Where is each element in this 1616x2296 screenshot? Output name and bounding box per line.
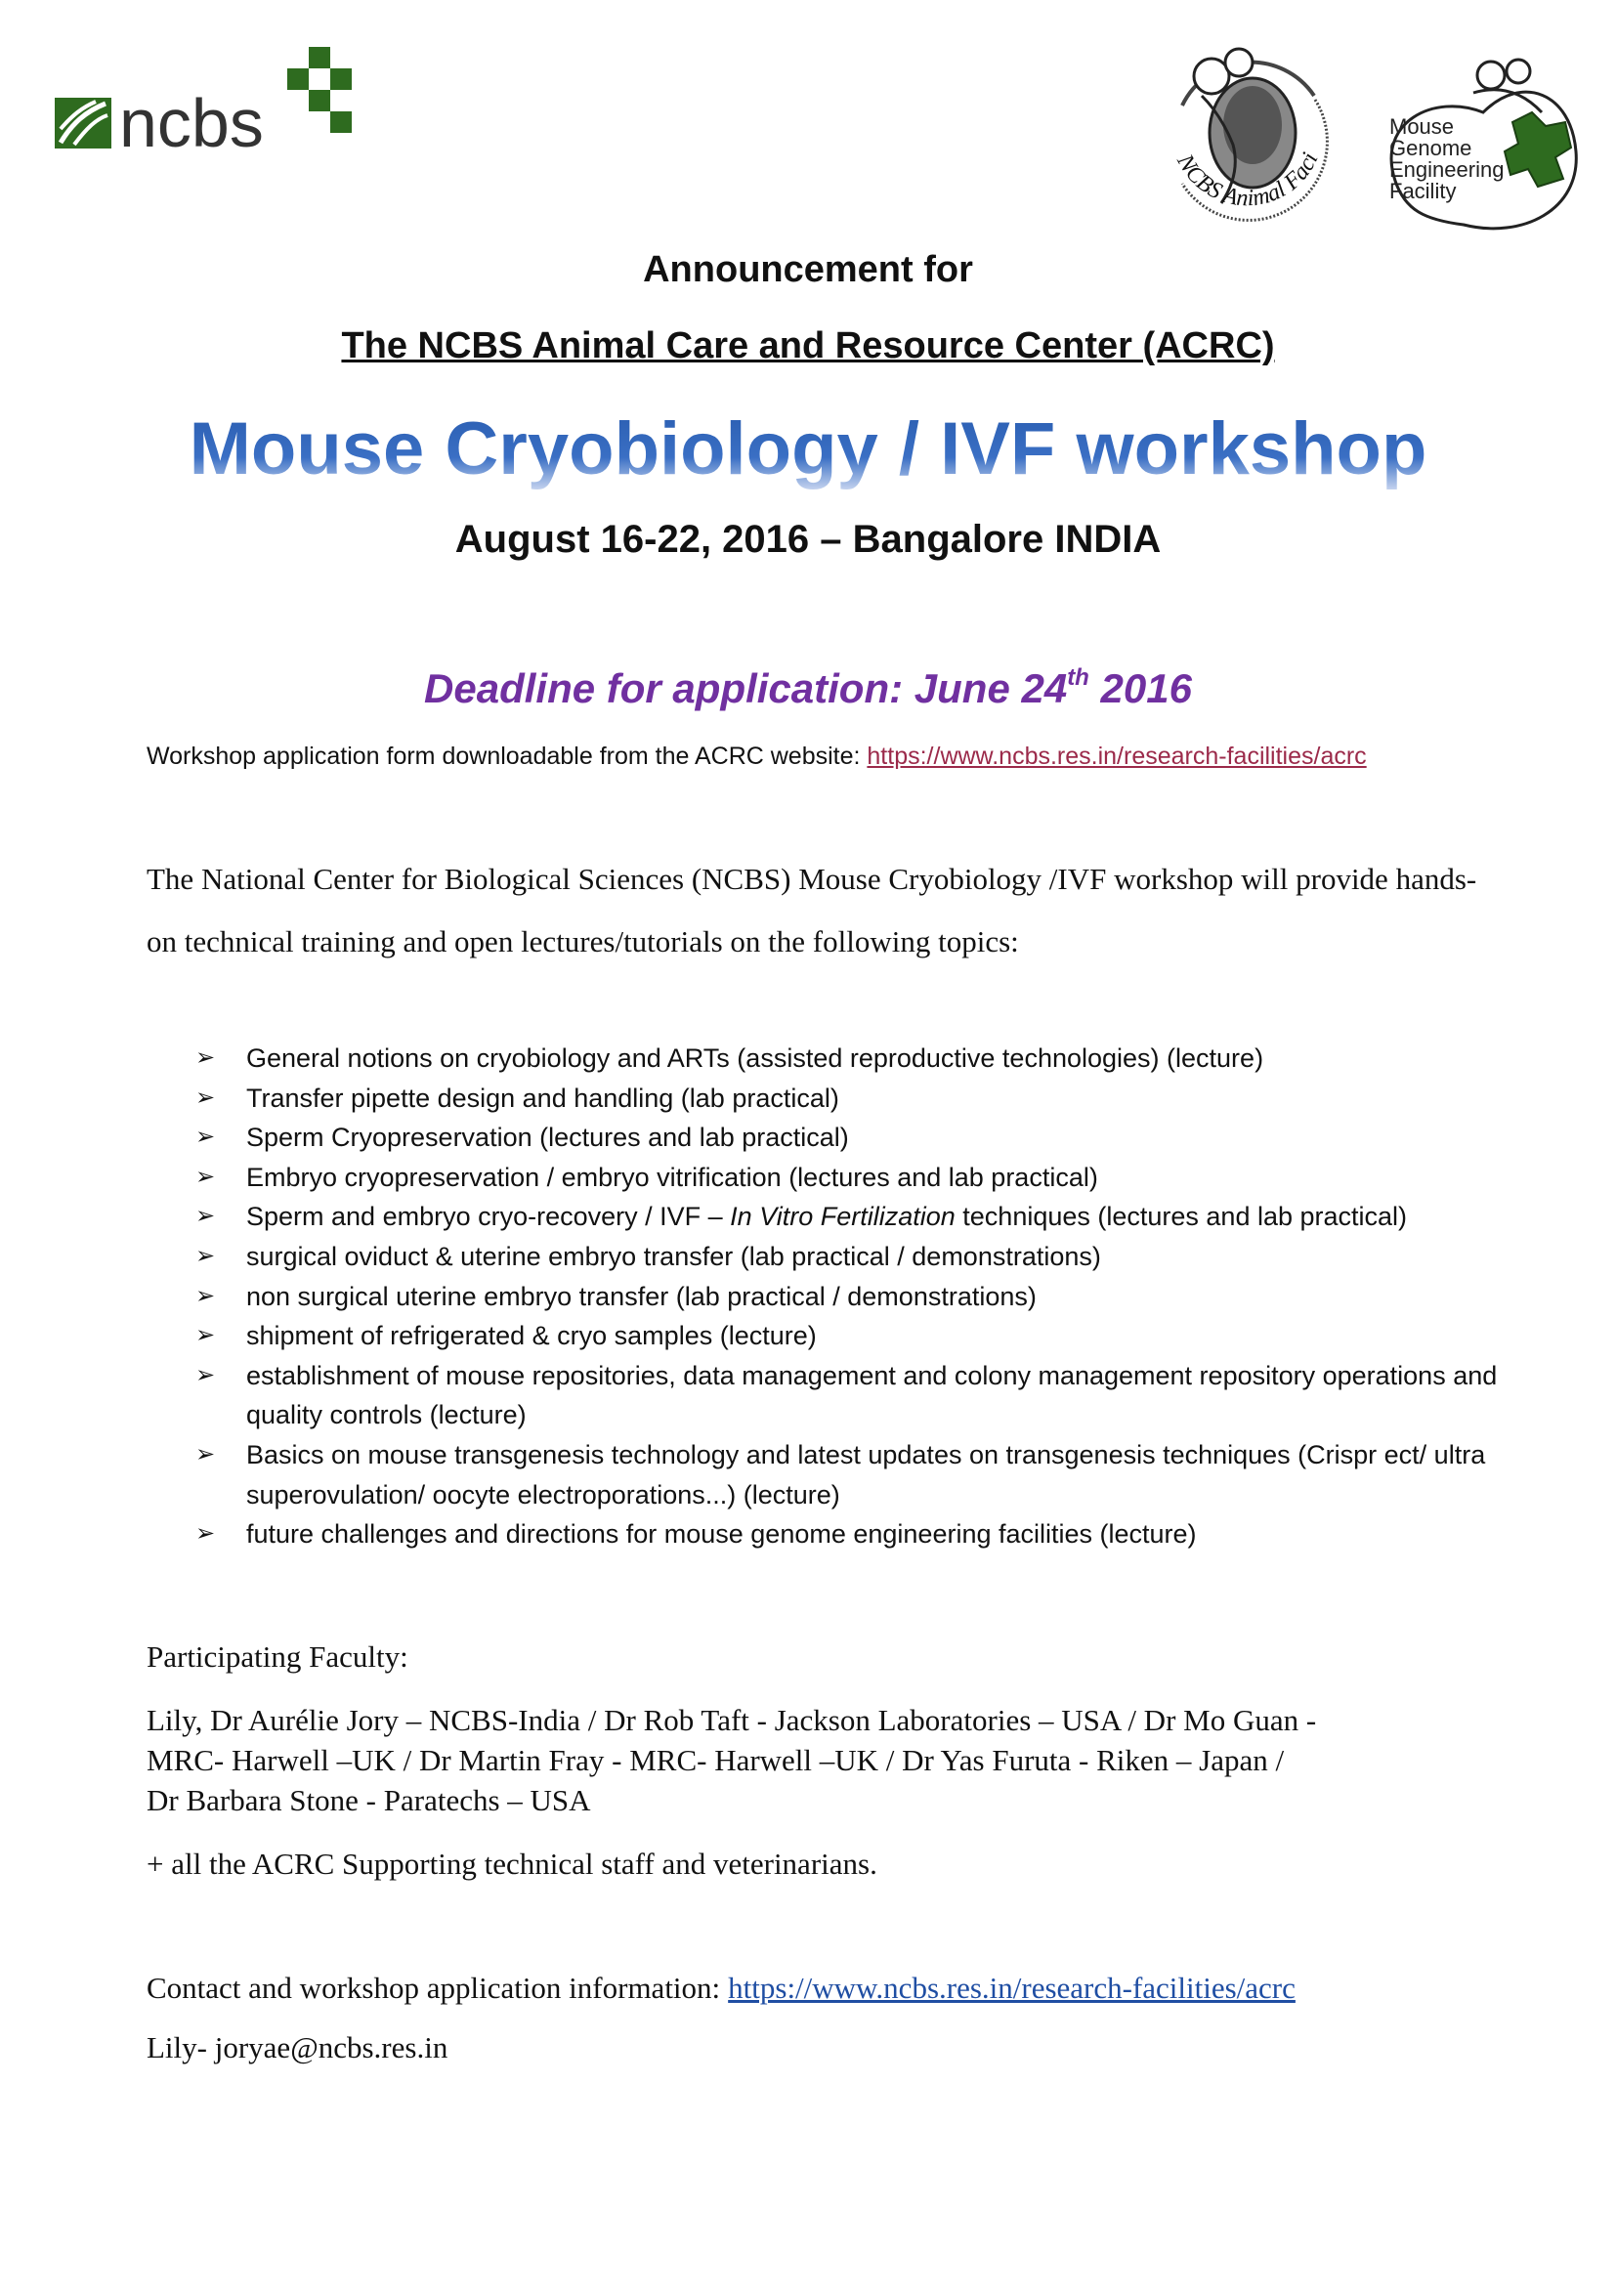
topic-text: General notions on cryobiology and ARTs (assisted reproductive technologies) (lecture)	[246, 1043, 1264, 1073]
topic-item	[195, 1158, 1544, 1198]
workshop-title-text: Mouse Cryobiology / IVF workshop	[189, 407, 1427, 490]
staff-line: + all the ACRC Supporting technical staff and veterinarians.	[147, 1847, 877, 1881]
mgef-logo-line: Genome	[1389, 136, 1472, 160]
topic-item	[195, 1514, 1544, 1554]
bullet-arrow-icon: ➢	[195, 1163, 216, 1190]
workshop-title	[0, 401, 1616, 508]
bullet-arrow-icon: ➢	[195, 1242, 216, 1269]
bullet-arrow-icon: ➢	[195, 1203, 216, 1230]
topic-text: surgical oviduct & uterine embryo transfer (lab practical / demonstrations)	[246, 1241, 1101, 1271]
mgef-logo-line: Mouse	[1389, 114, 1455, 139]
mgef-logo-line: Facility	[1389, 179, 1457, 203]
animal-facility-logo	[1143, 27, 1348, 242]
topic-item	[195, 1356, 1544, 1435]
topic-text: Sperm Cryopreservation (lectures and lab practical)	[246, 1123, 849, 1153]
topic-text: Basics on mouse transgenesis technology and latest updates on transgenesis techniques (Crispr ect/ ultra superovulation/ oocyte electroporations...) (lecture)	[246, 1439, 1486, 1509]
animal-facility-logo-text: NCBS Animal Faci	[1171, 149, 1324, 212]
faculty-list	[147, 1700, 1514, 1820]
workshop-dates: August 16-22, 2016 – Bangalore INDIA	[454, 518, 1162, 561]
bullet-arrow-icon: ➢	[195, 1084, 216, 1111]
faculty-line: Lily, Dr Aurélie Jory – NCBS-India / Dr Rob Taft - Jackson Laboratories – USA / Dr Mo Guan -	[147, 1703, 1317, 1737]
center-name-text: The NCBS Animal Care and Resource Center (ACRC)	[341, 325, 1275, 366]
acrc-website-link[interactable]: https://www.ncbs.res.in/research-facilities/acrc	[867, 743, 1367, 770]
application-form-line	[147, 743, 1367, 771]
contact-line	[147, 1971, 1296, 2006]
topic-text: future challenges and directions for mouse genome engineering facilities (lecture)	[246, 1519, 1197, 1550]
mgef-logo	[1376, 54, 1595, 239]
topic-item	[195, 1237, 1544, 1277]
topics-list	[195, 1039, 1544, 1554]
topic-text: Transfer pipette design and handling (lab practical)	[246, 1083, 839, 1113]
intro-paragraph: The National Center for Biological Sciences (NCBS) Mouse Cryobiology /IVF workshop will provide hands-on technical training and open lectures/tutorials on the following topics:	[147, 862, 1477, 958]
ncbs-logo	[47, 47, 379, 164]
ncbs-logo-text: ncbs	[119, 85, 264, 161]
bullet-arrow-icon: ➢	[195, 1124, 216, 1151]
mgef-logo-line: Engineering	[1389, 157, 1505, 182]
topic-text-after: techniques (lectures and lab practical)	[955, 1202, 1408, 1232]
deadline-superscript: th	[1067, 664, 1089, 691]
faculty-heading: Participating Faculty:	[147, 1639, 408, 1674]
announcement-heading: Announcement for	[643, 249, 973, 290]
faculty-line: MRC- Harwell –UK / Dr Martin Fray - MRC- Harwell –UK / Dr Yas Furuta - Riken – Japan /	[147, 1743, 1285, 1777]
topic-text: Sperm and embryo cryo-recovery / IVF –	[246, 1202, 731, 1232]
topic-item	[195, 1316, 1544, 1356]
bullet-arrow-icon: ➢	[195, 1044, 216, 1071]
topic-item	[195, 1435, 1544, 1514]
topic-item	[195, 1039, 1544, 1079]
bullet-arrow-icon: ➢	[195, 1520, 216, 1548]
topic-item	[195, 1118, 1544, 1158]
bullet-arrow-icon: ➢	[195, 1322, 216, 1349]
topic-text: shipment of refrigerated & cryo samples (lecture)	[246, 1321, 817, 1351]
bullet-arrow-icon: ➢	[195, 1440, 216, 1467]
application-form-text: Workshop application form downloadable from the ACRC website:	[147, 743, 868, 770]
topic-text: Embryo cryopreservation / embryo vitrification (lectures and lab practical)	[246, 1162, 1098, 1192]
bullet-arrow-icon: ➢	[195, 1282, 216, 1309]
topic-item	[195, 1277, 1544, 1317]
topic-emphasis: In Vitro Fertilization	[730, 1202, 956, 1232]
deadline-prefix: Deadline for application: June 24	[424, 665, 1068, 711]
contact-link[interactable]: https://www.ncbs.res.in/research-facilities/acrc	[728, 1971, 1296, 2005]
email-line: Lily- joryae@ncbs.res.in	[147, 2030, 448, 2064]
topic-text: establishment of mouse repositories, data management and colony management repository operations and quality controls (lecture)	[246, 1360, 1498, 1430]
bullet-arrow-icon: ➢	[195, 1361, 216, 1388]
faculty-line: Dr Barbara Stone - Paratechs – USA	[147, 1783, 591, 1817]
topic-item	[195, 1079, 1544, 1119]
deadline-year: 2016	[1088, 665, 1192, 711]
topic-text: non surgical uterine embryo transfer (lab practical / demonstrations)	[246, 1281, 1037, 1311]
application-deadline	[0, 664, 1616, 712]
center-name-heading	[0, 325, 1616, 367]
topic-item	[195, 1197, 1544, 1237]
contact-label: Contact and workshop application information:	[147, 1971, 721, 2005]
